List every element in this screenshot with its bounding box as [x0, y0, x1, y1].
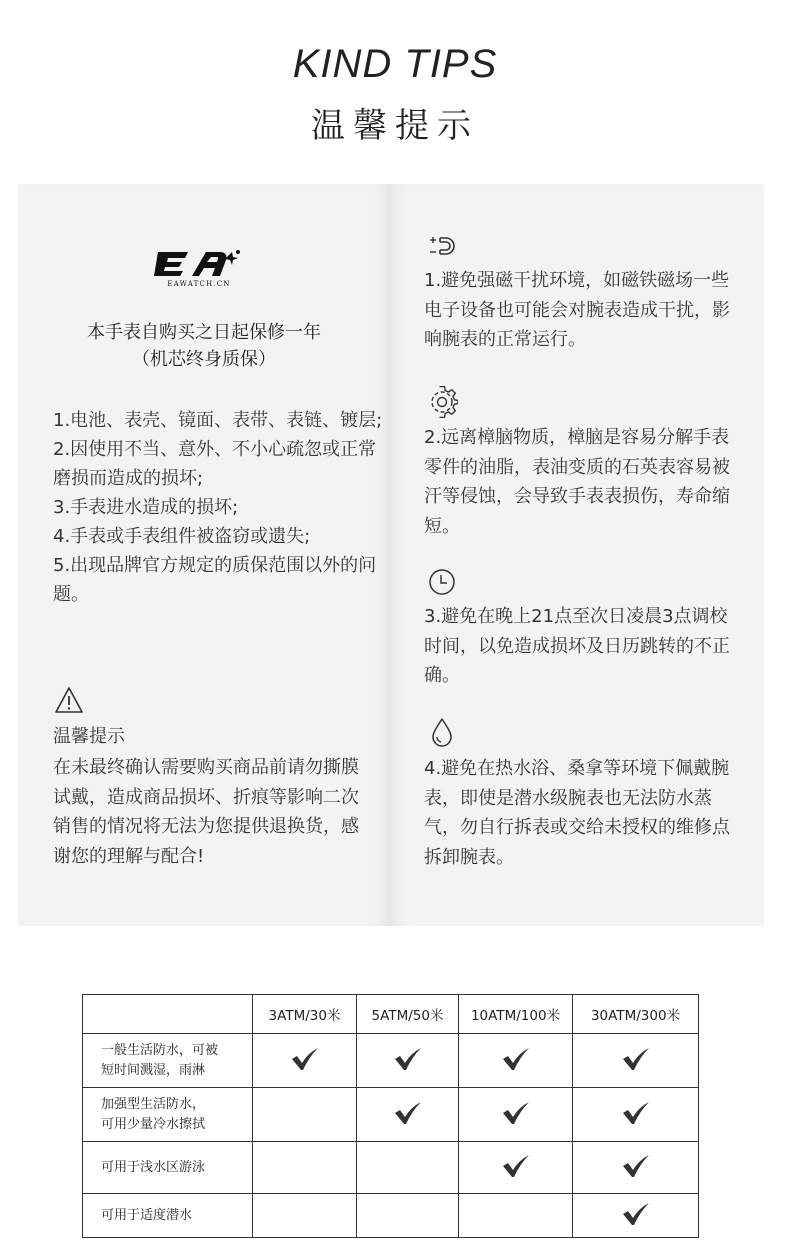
exclusion-item: 1.电池、表壳、镜面、表带、表链、镀层; — [53, 410, 383, 431]
check-cell — [253, 1088, 357, 1142]
row-label: 一般生活防水，可被 短时间溅湿，雨淋 — [83, 1034, 253, 1088]
title-en: KIND TIPS — [292, 42, 498, 86]
checkmark-icon — [621, 1201, 651, 1227]
warning-icon — [54, 686, 84, 714]
care-tips-card — [390, 184, 764, 926]
title-cn: 温馨提示 — [311, 106, 479, 146]
water-resistance-table — [82, 994, 699, 1238]
row-label: 加强型生活防水， 可用少量冷水擦拭 — [83, 1088, 253, 1142]
check-cell — [357, 1194, 459, 1238]
check-cell — [357, 1142, 459, 1194]
checkmark-icon — [501, 1153, 531, 1179]
gear-icon — [426, 386, 458, 418]
warranty-movement-note: （机芯终身质保） — [132, 349, 276, 370]
brand-logo — [154, 246, 244, 288]
table-row — [83, 1034, 699, 1088]
check-cell — [357, 1034, 459, 1088]
exclusion-item: 4.手表或手表组件被盗窃或遗失; — [53, 526, 311, 547]
check-cell — [459, 1034, 573, 1088]
checkmark-icon — [393, 1100, 423, 1126]
clock-icon — [426, 566, 458, 598]
checkmark-icon — [621, 1153, 651, 1179]
exclusion-item: 5.出现品牌官方规定的质保范围以外的问题。 — [53, 555, 377, 605]
exclusion-item: 3.手表进水造成的损坏; — [53, 497, 239, 518]
check-cell — [253, 1034, 357, 1088]
column-header — [83, 995, 253, 1034]
table-header-row — [83, 995, 699, 1034]
column-header: 30ATM/300米 — [573, 995, 699, 1034]
warranty-period: 本手表自购买之日起保修一年 — [87, 322, 321, 343]
checkmark-icon — [621, 1046, 651, 1072]
tip-time-setting: 3.避免在晚上21点至次日凌晨3点调校时间，以免造成损坏及日历跳转的不正确。 — [424, 606, 730, 686]
checkmark-icon — [501, 1046, 531, 1072]
column-header: 10ATM/100米 — [459, 995, 573, 1034]
check-cell — [459, 1142, 573, 1194]
checkmark-icon — [393, 1046, 423, 1072]
magnet-icon — [426, 230, 458, 262]
svg-text:EAWATCH.CN: EAWATCH.CN — [167, 280, 231, 288]
exclusion-item: 2.因使用不当、意外、不小心疏忽或正常磨损而造成的损坏; — [53, 439, 377, 489]
checkmark-icon — [621, 1100, 651, 1126]
check-cell — [573, 1034, 699, 1088]
tip-heat-steam: 4.避免在热水浴、桑拿等环境下佩戴腕表，即使是潜水级腕表也无法防水蒸气，勿自行拆表或交给未授权的维修点拆卸腕表。 — [424, 758, 730, 868]
warranty-exclusions — [53, 406, 383, 609]
warranty-card — [18, 184, 390, 926]
column-header: 5ATM/50米 — [357, 995, 459, 1034]
check-cell — [459, 1194, 573, 1238]
check-cell — [253, 1142, 357, 1194]
tip-magnetism: 1.避免强磁干扰环境，如磁铁磁场一些电子设备也可能会对腕表造成干扰，影响腕表的正常运行。 — [424, 270, 730, 350]
check-cell — [573, 1142, 699, 1194]
water-drop-icon — [426, 716, 458, 748]
checkmark-icon — [501, 1100, 531, 1126]
table-row — [83, 1142, 699, 1194]
table-row — [83, 1088, 699, 1142]
column-header: 3ATM/30米 — [253, 995, 357, 1034]
check-cell — [573, 1088, 699, 1142]
notice-text: 在未最终确认需要购买商品前请勿撕膜试戴，造成商品损坏、折痕等影响二次销售的情况将无法为您提供退换货，感谢您的理解与配合! — [53, 757, 359, 867]
row-label: 可用于适度潜水 — [83, 1194, 253, 1238]
table-row — [83, 1194, 699, 1238]
tip-camphor: 2.远离樟脑物质，樟脑是容易分解手表零件的油脂，表油变质的石英表容易被汗等侵蚀，会导致手表表损伤，寿命缩短。 — [424, 427, 730, 537]
check-cell — [573, 1194, 699, 1238]
row-label: 可用于浅水区游泳 — [83, 1142, 253, 1194]
check-cell — [253, 1194, 357, 1238]
checkmark-icon — [290, 1046, 320, 1072]
check-cell — [459, 1088, 573, 1142]
check-cell — [357, 1088, 459, 1142]
notice-title: 温馨提示 — [53, 726, 125, 747]
